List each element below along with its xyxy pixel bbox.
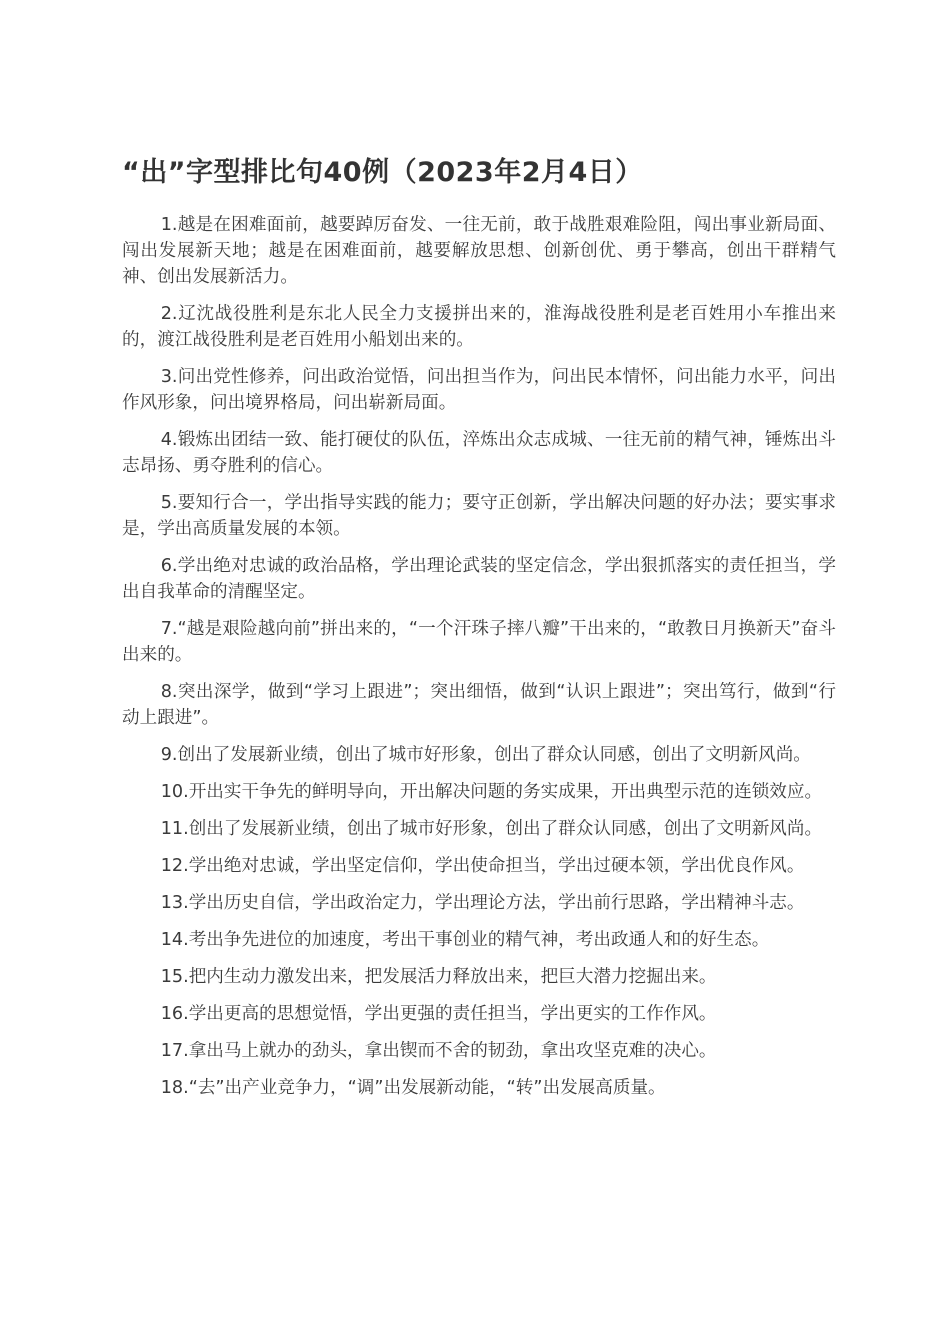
- document-page: [122, 150, 836, 1112]
- paragraph-13: 13.学出历史自信，学出政治定力，学出理论方法，学出前行思路，学出精神斗志。: [160, 893, 805, 913]
- paragraph-18: 18.“去”出产业竞争力，“调”出发展新动能，“转”出发展高质量。: [160, 1078, 666, 1098]
- paragraph-7: 7.“越是艰险越向前”拼出来的，“一个汗珠子摔八瓣”干出来的，“敢教日月换新天”奋斗出来的。: [122, 619, 836, 665]
- paragraph-11: 11.创出了发展新业绩，创出了城市好形象，创出了群众认同感，创出了文明新风尚。: [160, 819, 823, 839]
- paragraph-12: 12.学出绝对忠诚，学出坚定信仰，学出使命担当，学出过硬本领，学出优良作风。: [160, 856, 805, 876]
- document-title: “出”字型排比句40例（2023年2月4日）: [122, 157, 643, 188]
- paragraph-6: 6.学出绝对忠诚的政治品格，学出理论武装的坚定信念，学出狠抓落实的责任担当，学出自我革命的清醒坚定。: [122, 556, 836, 602]
- paragraph-8: 8.突出深学，做到“学习上跟进”；突出细悟，做到“认识上跟进”；突出笃行，做到“行动上跟进”。: [122, 682, 836, 728]
- paragraph-3: 3.问出党性修养，问出政治觉悟，问出担当作为，问出民本情怀，问出能力水平，问出作风形象，问出境界格局，问出崭新局面。: [122, 367, 836, 413]
- paragraph-16: 16.学出更高的思想觉悟，学出更强的责任担当，学出更实的工作作风。: [160, 1004, 717, 1024]
- paragraph-9: 9.创出了发展新业绩，创出了城市好形象，创出了群众认同感，创出了文明新风尚。: [160, 745, 811, 765]
- paragraph-17: 17.拿出马上就办的劲头，拿出锲而不舍的韧劲，拿出攻坚克难的决心。: [160, 1041, 717, 1061]
- paragraph-14: 14.考出争先进位的加速度，考出干事创业的精气神，考出政通人和的好生态。: [160, 930, 770, 950]
- paragraph-15: 15.把内生动力激发出来，把发展活力释放出来，把巨大潜力挖掘出来。: [160, 967, 717, 987]
- paragraph-10: 10.开出实干争先的鲜明导向，开出解决问题的务实成果，开出典型示范的连锁效应。: [160, 782, 823, 802]
- paragraph-2: 2.辽沈战役胜利是东北人民全力支援拼出来的，淮海战役胜利是老百姓用小车推出来的，渡江战役胜利是老百姓用小船划出来的。: [122, 304, 836, 350]
- paragraph-1: 1.越是在困难面前，越要踔厉奋发、一往无前，敢于战胜艰难险阻，闯出事业新局面、闯出发展新天地；越是在困难面前，越要解放思想、创新创优、勇于攀高，创出干群精气神、创出发展新活力。: [122, 215, 836, 287]
- paragraph-4: 4.锻炼出团结一致、能打硬仗的队伍，淬炼出众志成城、一往无前的精气神，锤炼出斗志昂扬、勇夺胜利的信心。: [122, 430, 836, 476]
- paragraph-5: 5.要知行合一，学出指导实践的能力；要守正创新，学出解决问题的好办法；要实事求是，学出高质量发展的本领。: [122, 493, 836, 539]
